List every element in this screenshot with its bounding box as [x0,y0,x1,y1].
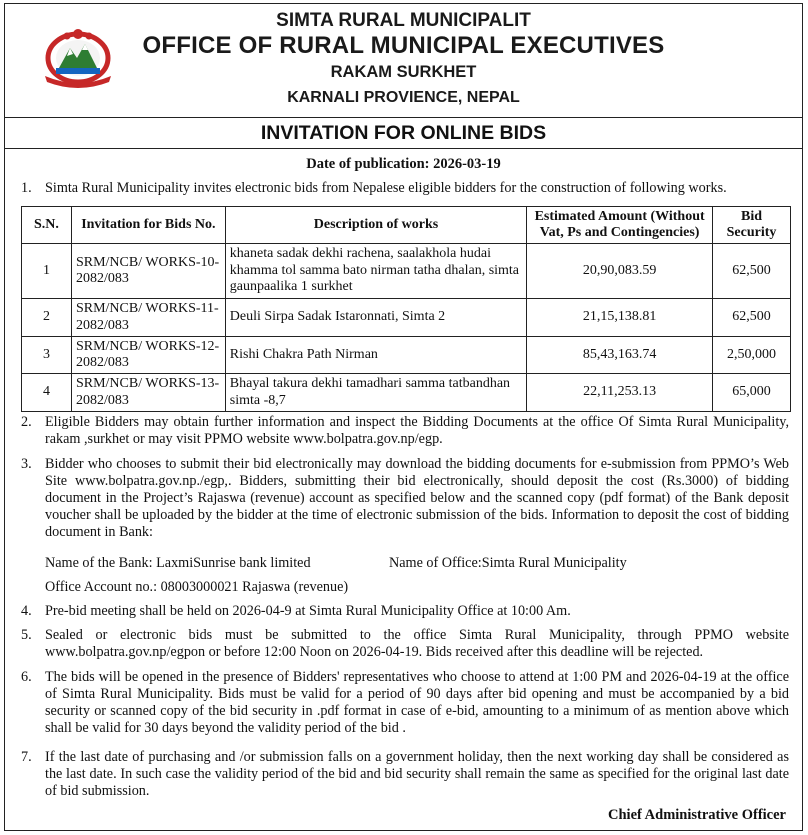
cell-security: 65,000 [713,374,791,412]
cell-description: Bhayal takura dekhi tamadhari samma tatbandhan simta -8,7 [225,374,526,412]
cell-sn: 3 [22,337,72,374]
clause-1 [21,180,789,197]
cell-bid-no: SRM/NCB/ WORKS-10-2082/083 [71,244,225,299]
clause-number: 7. [21,749,32,765]
clause-5 [21,627,789,661]
cell-bid-no: SRM/NCB/ WORKS-11-2082/083 [71,299,225,337]
clause-number: 3. [21,456,32,472]
notice-frame [4,3,803,831]
province: KARNALI PROVIENCE, NEPAL [287,89,520,106]
clause-number: 5. [21,627,32,643]
clause-6 [21,669,789,737]
cell-description: Deuli Sirpa Sadak Istaronnati, Simta 2 [225,299,526,337]
cell-sn: 2 [22,299,72,337]
clause-text: Eligible Bidders may obtain further information and inspect the Bidding Documents at the office Of Simta Rural Municipality, rakam ,surkhet or may visit PPMO website www.bolpatra.gov.np/egp. [45,414,789,447]
table-header-row [22,207,791,244]
clause-number: 2. [21,414,32,430]
clause-text: The bids will be opened in the presence of Bidders' representatives who choose to attend at 1:00 PM and 2026-04-19 at the office of Simta Rural Municipality. Bids must be valid for a period of 90 days after bid opening and must be accompanied by a bid security or scanned copy of the bid security in .pdf format in case of e-bid, amounting to a minimum of as mention above which shall be valid for 30 days beyond the validity period of the bid . [45,669,789,736]
cell-amount: 20,90,083.59 [527,244,713,299]
column-header: S.N. [22,207,72,244]
publication-date: Date of publication: 2026-03-19 [306,156,501,172]
cell-sn: 4 [22,374,72,412]
table-row [22,374,791,412]
notice-title: INVITATION FOR ONLINE BIDS [5,117,802,149]
column-header: Description of works [225,207,526,244]
clause-3 [21,456,789,541]
column-header: Estimated Amount (Without Vat, Ps and Contingencies) [527,207,713,244]
clause-text: Simta Rural Municipality invites electronic bids from Nepalese eligible bidders for the construction of following works. [45,180,727,196]
clause-7 [21,749,789,800]
cell-bid-no: SRM/NCB/ WORKS-13-2082/083 [71,374,225,412]
municipality-name: SIMTA RURAL MUNICIPALIT [276,10,531,31]
clause-text: Bidder who chooses to submit their bid electronically may download the bidding documents for e-submission from PPMO’s Web Site www.bolpatra.gov.np./egp,. Bidders, submitting their bid electronically, should deposit the cost (Rs.3000) of bidding document in the Project’s Rajaswa (revenue) account as specified below and the scanned copy (pdf format) of the Bank deposit voucher shall be uploaded by the bidder at the time of electronic submission of the bids. Information to deposit the cost of bidding document in Bank: [45,456,789,540]
clause-text: If the last date of purchasing and /or submission falls on a government holiday, then the next working day shall be considered as the last date. In such case the validity period of the bid and bid security shall remain the same as specified for the original last date of bid submission. [45,749,789,799]
column-header: Invitation for Bids No. [71,207,225,244]
clause-number: 4. [21,603,32,619]
clause-2 [21,414,789,448]
header [5,4,802,114]
table-row [22,337,791,374]
office-location: RAKAM SURKHET [330,63,477,81]
works-table [21,206,791,412]
cell-bid-no: SRM/NCB/ WORKS-12-2082/083 [71,337,225,374]
signature: Chief Administrative Officer [608,807,786,823]
cell-amount: 22,11,253.13 [527,374,713,412]
clause-number: 6. [21,669,32,685]
bank-name: Name of the Bank: LaxmiSunrise bank limited [45,555,311,571]
cell-description: khaneta sadak dekhi rachena, saalakhola hudai khamma tol samma bato nirman tatha dhalan, simta gaunpaalika 1 surkhet [225,244,526,299]
cell-amount: 85,43,163.74 [527,337,713,374]
office-title: OFFICE OF RURAL MUNICIPAL EXECUTIVES [142,32,665,59]
cell-security: 2,50,000 [713,337,791,374]
cell-sn: 1 [22,244,72,299]
column-header: Bid Security [713,207,791,244]
cell-amount: 21,15,138.81 [527,299,713,337]
clause-text: Pre-bid meeting shall be held on 2026-04-9 at Simta Rural Municipality Office at 10:00 Am. [45,603,571,619]
office-account: Office Account no.: 08003000021 Rajaswa (revenue) [45,579,349,595]
clause-text: Sealed or electronic bids must be submitted to the office Simta Rural Municipality, through PPMO website www.bolpatra.gov.np/egpon or before 12:00 Noon on 2026-04-19. Bids received after this deadline will be rejected. [45,627,789,660]
clause-4 [21,603,789,620]
cell-security: 62,500 [713,244,791,299]
table-row [22,244,791,299]
cell-description: Rishi Chakra Path Nirman [225,337,526,374]
office-name: Name of Office:Simta Rural Municipality [389,555,627,571]
cell-security: 62,500 [713,299,791,337]
table-row [22,299,791,337]
clause-number: 1. [21,180,32,196]
